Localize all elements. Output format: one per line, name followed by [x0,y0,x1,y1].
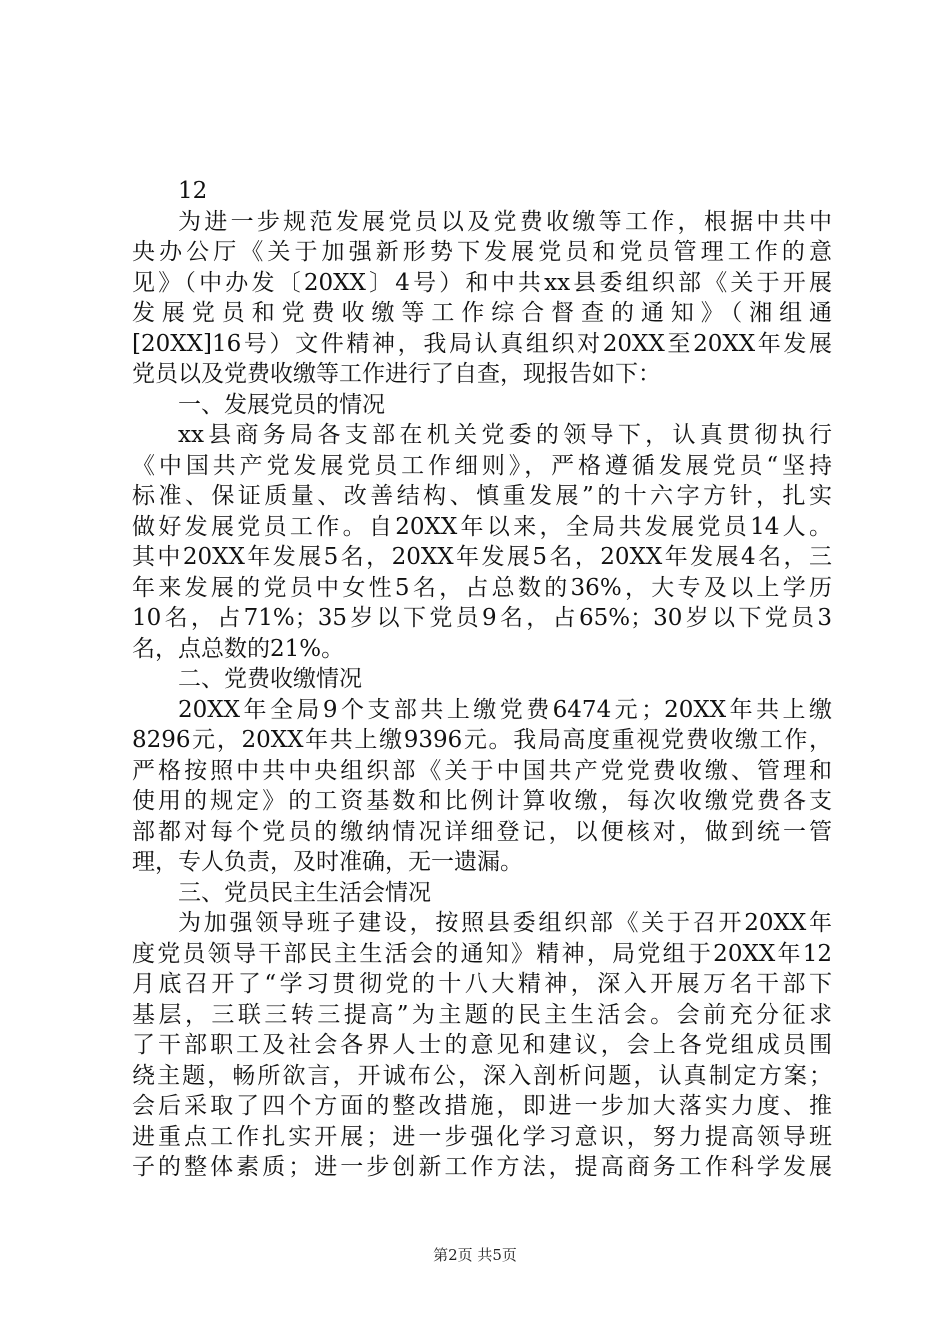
paragraph-line: 为进一步规范发展党员以及党费收缴等工作，根据中共中 [178,208,832,235]
paragraph-line: 标准、保证质量、改善结构、慎重发展”的十六字方针，扎实 [132,483,832,509]
paragraph-line: [20XX]16号）文件精神，我局认真组织对20XX至20XX年发展 [132,330,832,357]
paragraph [132,420,832,664]
heading-text: 二、党费收缴情况 [178,666,362,692]
paragraph-line: 为加强领导班子建设，按照县委组织部《关于召开20XX年 [178,910,832,936]
paragraph [132,695,832,878]
paragraph-line: 做好发展党员工作。自20XX年以来，全局共发展党员14人。 [132,513,832,540]
paragraph-line: 见》（中办发〔20XX〕4号）和中共xx县委组织部《关于开展 [132,269,832,296]
paragraph-line: 进重点工作扎实开展；进一步强化学习意识，努力提高领导班 [132,1123,832,1150]
paragraph-line: 子的整体素质；进一步创新工作方法，提高商务工作科学发展 [132,1154,832,1180]
paragraph-line: 基层，三联三转三提高”为主题的民主生活会。会前充分征求 [132,1001,832,1028]
paragraph-line: 发展党员和党费收缴等工作综合督查的通知》（湘组通 [132,300,832,326]
paragraph [132,908,832,1183]
section-heading [132,878,832,909]
paragraph-line: xx县商务局各支部在机关党委的领导下，认真贯彻执行 [178,422,832,448]
paragraph-line: 《中国共产党发展党员工作细则》，严格遵循发展党员“坚持 [132,452,832,479]
heading-text: 三、党员民主生活会情况 [178,879,431,906]
paragraph-line: 党员以及党费收缴等工作进行了自查，现报告如下： [132,361,661,387]
page-footer: 第2页 共5页 [433,1246,517,1264]
heading-text: 一、发展党员的情况 [178,391,385,418]
paragraph-line: 20XX年全局9个支部共上缴党费6474元；20XX年共上缴 [178,696,832,723]
paragraph-line: 其中20XX年发展5名，20XX年发展5名，20XX年发展4名，三 [132,544,832,570]
paragraph-line: 部都对每个党员的缴纳情况详细登记，以便核对，做到统一管 [132,818,832,845]
paragraph-line: 月底召开了“学习贯彻党的十八大精神，深入开展万名干部下 [132,971,832,997]
paragraph-line: 理，专人负责，及时准确，无一遗漏。 [132,849,523,875]
paragraph [132,207,832,390]
paragraph-line: 8296元，20XX年共上缴9396元。我局高度重视党费收缴工作， [132,727,832,753]
paragraph-container [132,207,832,1183]
page-top-number: 12 [178,178,208,204]
paragraph-line: 度党员领导干部民主生活会的通知》精神，局党组于20XX年12 [132,940,832,967]
paragraph-line: 严格按照中共中央组织部《关于中国共产党党费收缴、管理和 [132,757,832,784]
paragraph-line: 10名，占71%；35岁以下党员9名，占65%；30岁以下党员3 [132,605,832,631]
paragraph-line: 会后采取了四个方面的整改措施，即进一步加大落实力度、推 [132,1093,832,1119]
paragraph-line: 使用的规定》的工资基数和比例计算收缴，每次收缴党费各支 [132,788,832,814]
document-body [132,176,832,1183]
section-heading [132,390,832,421]
section-heading [132,664,832,695]
paragraph-line: 绕主题，畅所欲言，开诚布公，深入剖析问题，认真制定方案； [132,1062,832,1089]
paragraph-line: 央办公厅《关于加强新形势下发展党员和党员管理工作的意 [132,239,832,265]
paragraph-line: 名，点总数的21%。 [132,635,345,662]
paragraph-line: 年来发展的党员中女性5名，占总数的36%，大专及以上学历 [132,574,832,601]
paragraph-line: 了干部职工及社会各界人士的意见和建议，会上各党组成员围 [132,1032,832,1058]
